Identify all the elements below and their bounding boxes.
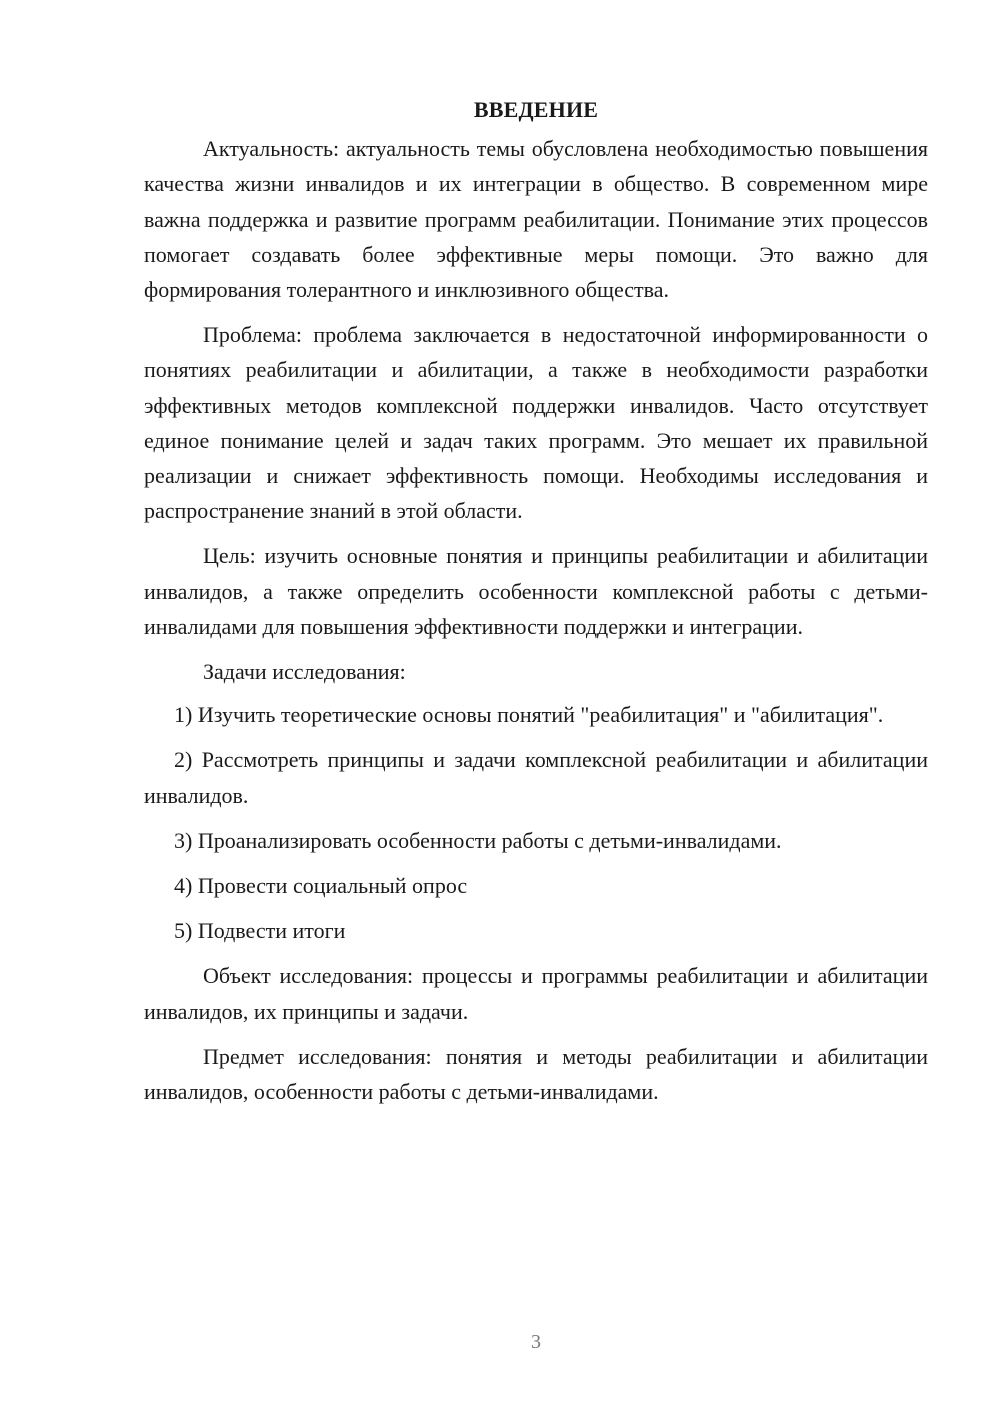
- task-item-1: 1) Изучить теоретические основы понятий "реабилитация" и "абилитация".: [174, 702, 884, 728]
- paragraph-subject: Предмет исследования: понятия и методы реабилитации и абилитации инвалидов, особенности работы с детьми-инвалидами.: [144, 1043, 928, 1105]
- paragraph-goal: Цель: изучить основные понятия и принципы реабилитации и абилитации инвалидов, а также определить особенности комплексной работы с детьми-инвалидами для повышения эффективности поддержки и интеграции.: [144, 543, 928, 639]
- tasks-list: [144, 697, 928, 948]
- section-heading: ВВЕДЕНИЕ: [473, 97, 599, 122]
- paragraph-tasks-intro: Задачи исследования:: [203, 659, 406, 685]
- paragraph-problem: Проблема: проблема заключается в недостаточной информированности о понятиях реабилитации и абилитации, а также в необходимости разработки эффективных методов комплексной поддержки инвалидов. Часто отсутствует единое понимание целей и задач таких программ. Это мешает их правильной реализации и снижает эффективность помощи. Необходимы исследования и распространение знаний в этой области.: [144, 322, 928, 524]
- task-item-5: 5) Подвести итоги: [174, 918, 346, 944]
- paragraph-relevance: Актуальность: актуальность темы обусловлена необходимостью повышения качества жизни инвалидов и их интеграции в общество. В современном мире важна поддержка и развитие программ реабилитации. Понимание этих процессов помогает создавать более эффективные меры помощи. Это важно для формирования толерантного и инклюзивного общества.: [144, 136, 928, 303]
- page-content: [144, 92, 928, 1119]
- task-item-2: 2) Рассмотреть принципы и задачи комплексной реабилитации и абилитации инвалидов.: [144, 747, 928, 808]
- task-item-3: 3) Проанализировать особенности работы с детьми-инвалидами.: [174, 827, 782, 853]
- task-item-4: 4) Провести социальный опрос: [174, 873, 468, 899]
- page-number: 3: [531, 1331, 541, 1353]
- paragraph-object: Объект исследования: процессы и программы реабилитации и абилитации инвалидов, их принципы и задачи.: [144, 963, 928, 1024]
